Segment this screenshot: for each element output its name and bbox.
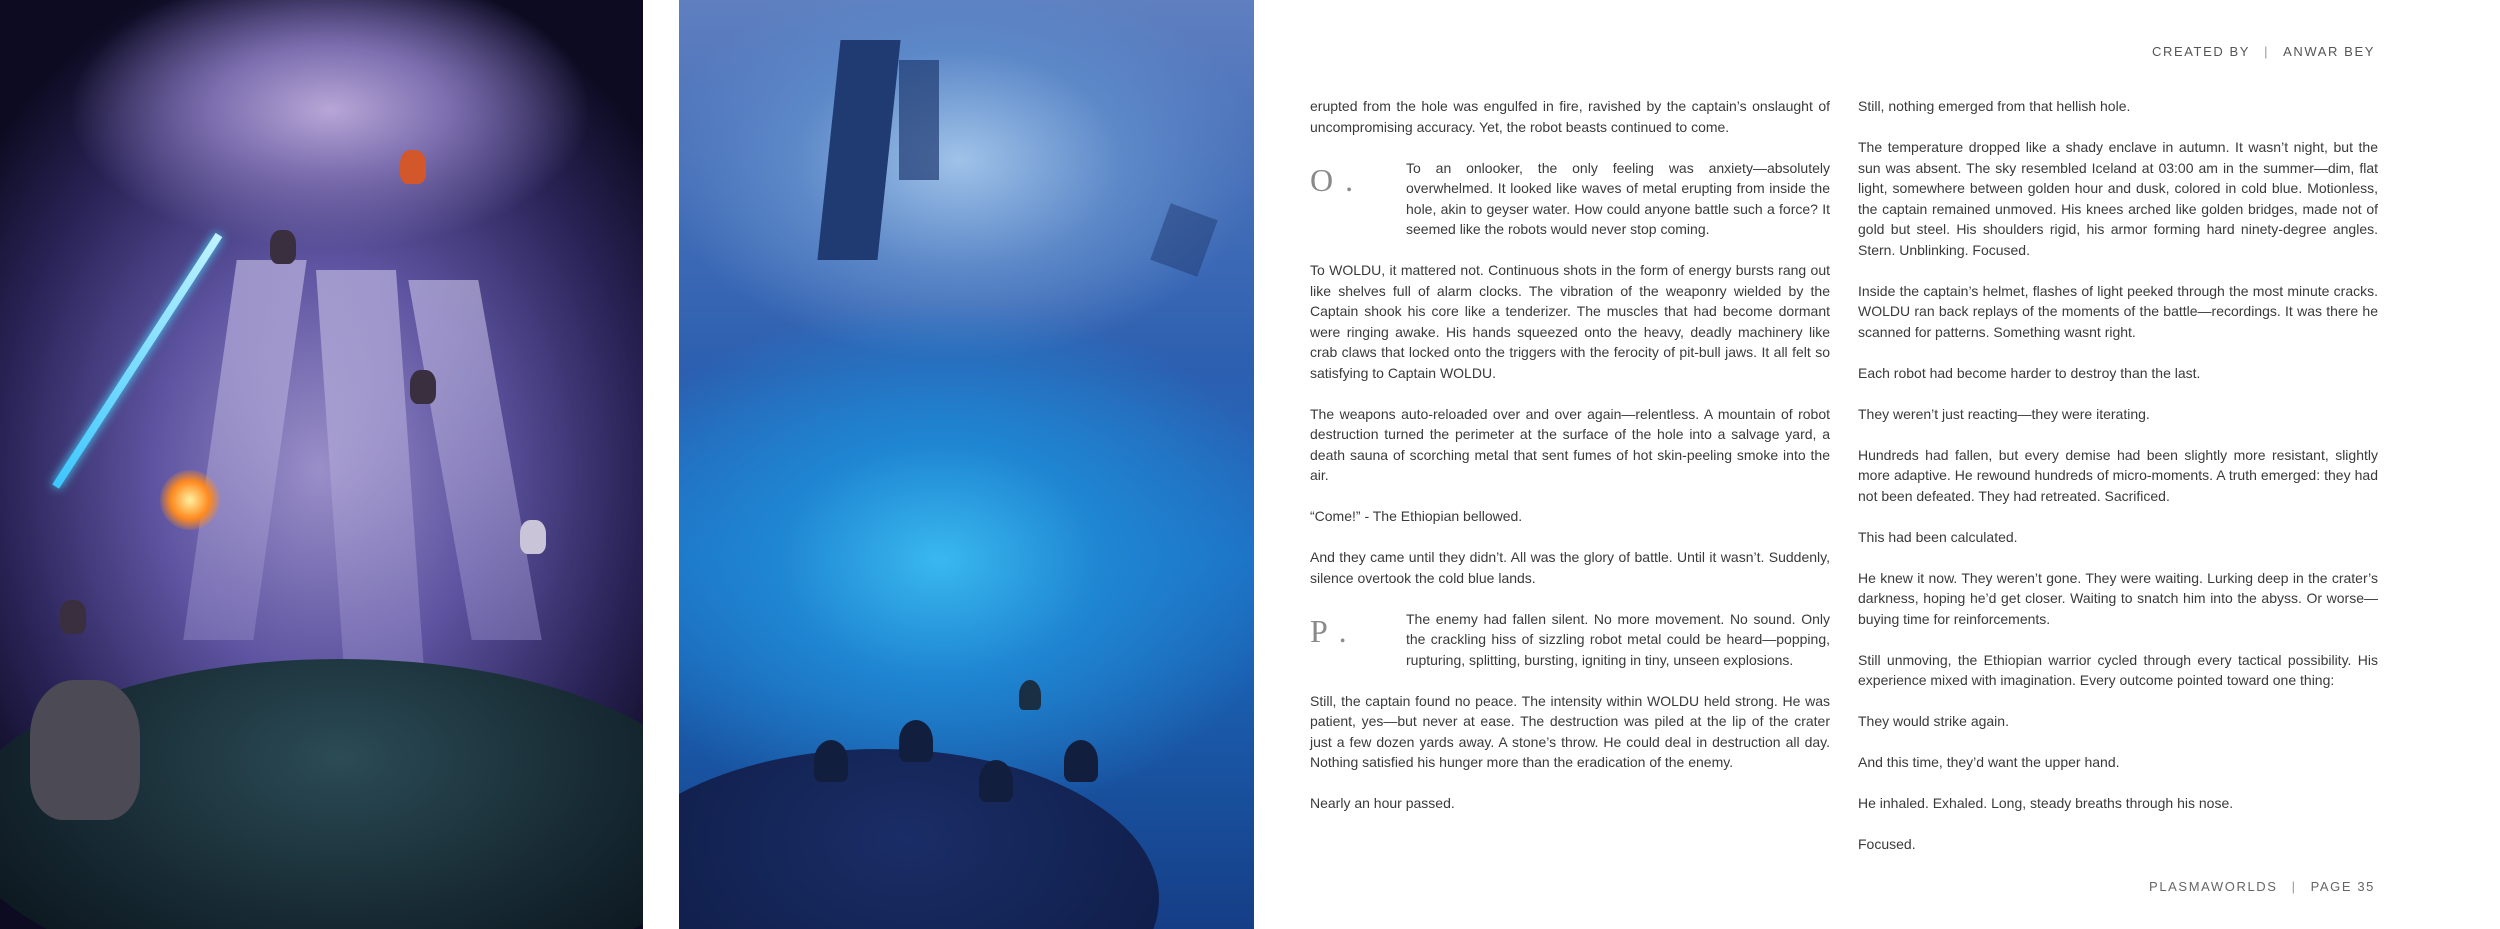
- paragraph: To WOLDU, it mattered not. Continuous shots in the form of energy bursts rang out like shelves full of alarm clocks. The vibration of the weaponry wielded by the Captain shook his core like a tenderizer. The muscles that had become dormant were ringing awake. His hands squeezed onto the heavy, deadly machinery like crab claws that locked onto the triggers with the ferocity of pit-bull jaws. It all felt so satisfying to Captain WOLDU.: [1310, 262, 1830, 381]
- robot-figure: [410, 370, 436, 404]
- text-page: [1254, 0, 2500, 929]
- robot-figure: [400, 150, 426, 184]
- crater-wall-pillar: [408, 280, 541, 640]
- paragraph: To an onlooker, the only feeling was anxiety—absolutely overwhelmed. It looked like waves of metal erupting from inside the hole, akin to geyser water. How could anyone battle such a force? It seemed like the robots would never stop coming.: [1406, 159, 1830, 237]
- paragraph: The temperature dropped like a shady enclave in autumn. It wasn’t night, but the sun was absent. The sky resembled Iceland at 03:00 am in the summer—dim, flat light, somewhere between golden hour and dusk, colored in cold blue. Motionless, the captain remained unmoved. His knees arched like golden bridges, made not of gold but steel. His shoulders rigid, his armor forming hard ninety-degree angles. Stern. Unblinking. Focused.: [1858, 139, 2378, 258]
- paragraph: Nearly an hour passed.: [1310, 795, 1455, 811]
- page-gutter: [643, 0, 679, 929]
- crater-wall-pillar: [183, 260, 306, 640]
- author-name: ANWAR BEY: [2283, 44, 2375, 59]
- footer-brand: PLASMAWORLDS: [2149, 879, 2278, 894]
- page-header: [2152, 44, 2375, 59]
- paragraph: The enemy had fallen silent. No more movement. No sound. Only the crackling hiss of sizzling robot metal could be heard—popping, rupturing, splitting, bursting, igniting in tiny, unseen explosions.: [1406, 610, 1830, 668]
- paragraph: They weren’t just reacting—they were iterating.: [1858, 405, 2150, 422]
- robot-figure: [30, 680, 140, 820]
- creature-silhouette: [1019, 680, 1041, 710]
- creature-silhouette: [1064, 740, 1098, 782]
- robot-figure: [60, 600, 86, 634]
- page-number: PAGE 35: [2310, 879, 2375, 894]
- drop-cap-letter: O .: [1310, 161, 1356, 198]
- created-by-label: CREATED BY: [2151, 44, 2251, 59]
- rock-formation: [1150, 203, 1218, 276]
- header-separator: |: [2264, 44, 2270, 59]
- paragraph: And they came until they didn’t. All was the glory of battle. Until it wasn’t. Suddenly, silence overtook the cold blue lands.: [1310, 549, 1830, 586]
- rock-formation: [899, 60, 939, 180]
- paragraph: Still, nothing emerged from that hellish hole.: [1858, 98, 2131, 114]
- explosion: [160, 470, 220, 530]
- paragraph: And this time, they’d want the upper hand.: [1858, 754, 2120, 770]
- paragraph: erupted from the hole was engulfed in fire, ravished by the captain’s onslaught of uncompromising accuracy. Yet, the robot beasts continued to come.: [1310, 98, 1830, 135]
- footer-separator: |: [2291, 879, 2297, 894]
- illustration-blue-landscape: [679, 0, 1254, 929]
- creature-silhouette: [814, 740, 848, 782]
- text-column-right: [1858, 96, 2378, 875]
- paragraph: Each robot had become harder to destroy than the last.: [1858, 364, 2201, 381]
- creature-silhouette: [899, 720, 933, 762]
- illustration-robot-battle: [0, 0, 643, 929]
- paragraph: Inside the captain’s helmet, flashes of light peeked through the most minute cracks. WOLDU ran back replays of the moments of the battle—recordings. It was there he scanned for patterns. Something wasnt right.: [1858, 282, 2378, 340]
- paragraph: Still, the captain found no peace. The intensity within WOLDU held strong. He was patient, yes—but never at ease. The destruction was piled at the lip of the crater just a few dozen yards away. A stone’s throw. He could deal in destruction all day. Nothing satisfied his hunger more than the eradication of the enemy.: [1310, 692, 1830, 770]
- drop-cap-block: [1310, 158, 1830, 240]
- rock-formation: [817, 40, 900, 260]
- paragraph: “Come!” - The Ethiopian bellowed.: [1310, 508, 1523, 524]
- paragraph: They would strike again.: [1858, 713, 2009, 729]
- drop-cap-block: [1310, 609, 1830, 671]
- paragraph: He knew it now. They weren’t gone. They were waiting. Lurking deep in the crater’s darkness, hoping he’d get closer. Waiting to snatch him into the abyss. Or worse—buying time for reinforcements.: [1858, 569, 2378, 627]
- paragraph: Still unmoving, the Ethiopian warrior cycled through every tactical possibility. His experience mixed with imagination. Every outcome pointed toward one thing:: [1858, 651, 2378, 688]
- crater-wall-pillar: [316, 270, 424, 670]
- paragraph: Focused.: [1858, 836, 1916, 852]
- robot-figure: [520, 520, 546, 554]
- paragraph: The weapons auto-reloaded over and over again—relentless. A mountain of robot destruction turned the perimeter at the surface of the hole into a salvage yard, a death sauna of scorching metal that sent fumes of hot skin-peeling smoke into the air.: [1310, 405, 1830, 483]
- robot-figure: [270, 230, 296, 264]
- paragraph: This had been calculated.: [1858, 528, 2018, 545]
- paragraph: He inhaled. Exhaled. Long, steady breaths through his nose.: [1858, 795, 2234, 811]
- paragraph: Hundreds had fallen, but every demise had been slightly more resistant, slightly more adaptive. He rewound hundreds of micro-moments. A truth emerged: they had not been defeated. They had retreated. Sacrificed.: [1858, 446, 2378, 504]
- text-column-left: [1310, 96, 1830, 834]
- creature-silhouette: [979, 760, 1013, 802]
- drop-cap-letter: P .: [1310, 612, 1349, 649]
- energy-beam: [52, 233, 222, 489]
- page-footer: [2149, 879, 2375, 894]
